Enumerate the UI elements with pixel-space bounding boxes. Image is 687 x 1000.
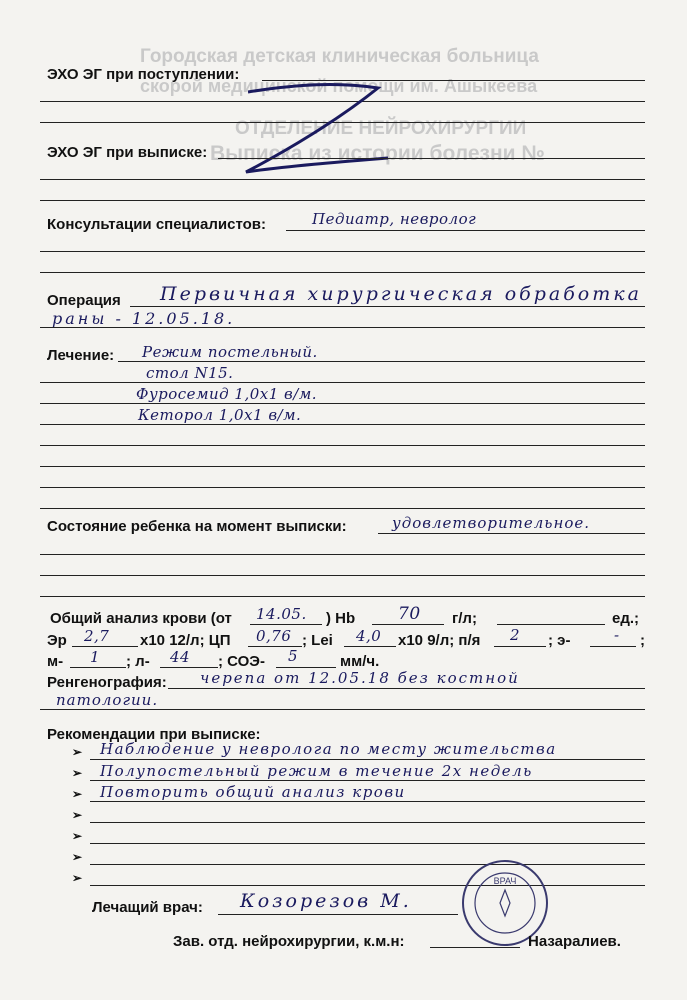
blood-soe-line — [276, 667, 336, 668]
recommendation-line-2 — [90, 780, 645, 781]
recommendation-bullet-1: ➢ — [72, 745, 83, 759]
recommendation-bullet-3: ➢ — [72, 787, 83, 801]
state-line — [378, 533, 645, 534]
blood-soe-value: 5 — [288, 647, 299, 665]
blood-date-line — [250, 624, 322, 625]
blood-end-semicolon: ; — [640, 632, 645, 649]
recommendation-line-3 — [90, 801, 645, 802]
operation-label: Операция — [47, 292, 121, 309]
treatment-rule-5 — [40, 445, 645, 446]
blood-ed-line — [497, 624, 605, 625]
recommendation-3: Повторить общий анализ крови — [100, 783, 406, 801]
state-line-3 — [40, 575, 645, 576]
strikethrough-scribble — [228, 80, 398, 180]
treatment-rule-3 — [40, 403, 645, 404]
blood-er-value: 2,7 — [84, 627, 110, 645]
recommendation-bullet-2: ➢ — [72, 766, 83, 780]
operation-line — [130, 306, 645, 307]
blood-hb-label: ) Hb — [326, 610, 356, 627]
blood-m-label: м- — [47, 653, 64, 670]
recommendation-line-7 — [90, 885, 645, 886]
echo-discharge-line-3 — [40, 200, 645, 201]
consult-value: Педиатр, невролог — [312, 210, 477, 228]
recommendation-2: Полупостельный режим в течение 2х недель — [100, 762, 533, 780]
blood-lei-line — [344, 646, 396, 647]
blood-lei-value: 4,0 — [356, 627, 382, 645]
recommendation-line-6 — [90, 864, 645, 865]
blood-soe-label: ; СОЭ- — [218, 653, 265, 670]
xray-label: Ренгенография: — [47, 674, 167, 691]
blood-ed-unit: ед.; — [612, 610, 640, 627]
recommendation-bullet-4: ➢ — [72, 808, 83, 822]
recommendation-1: Наблюдение у невролога по месту жительства — [100, 740, 557, 758]
ghost-text-1: Городская детская клиническая больница — [140, 46, 539, 67]
ghost-text-2: скорой медицинской помощи им. Ашыкеева — [140, 76, 538, 96]
stamp-text: ВРАЧ — [493, 876, 517, 886]
consult-line-3 — [40, 272, 645, 273]
xray-line-2 — [40, 709, 645, 710]
blood-l-line — [160, 667, 218, 668]
blood-er-label: Эр — [47, 632, 67, 649]
ghost-text-4: Выписка из истории болезни № — [210, 142, 545, 165]
state-line-4 — [40, 596, 645, 597]
blood-date: 14.05. — [256, 605, 307, 623]
blood-hb-line — [372, 624, 444, 625]
echo-discharge-label: ЭХО ЭГ при выписке: — [47, 144, 208, 161]
blood-e-line — [590, 646, 636, 647]
head-label: Зав. отд. нейрохирургии, к.м.н: — [173, 933, 405, 950]
xray-value-1: черепа от 12.05.18 без костной — [200, 669, 520, 687]
consult-line-2 — [40, 251, 645, 252]
blood-m-value: 1 — [90, 648, 101, 666]
recommendation-bullet-5: ➢ — [72, 829, 83, 843]
recommendation-line-5 — [90, 843, 645, 844]
recommendation-line-1 — [90, 759, 645, 760]
echo-discharge-line-2 — [40, 179, 645, 180]
treatment-label: Лечение: — [47, 347, 115, 364]
consult-line — [286, 230, 645, 231]
treatment-rule-7 — [40, 487, 645, 488]
blood-lei-label: ; Lei — [302, 632, 333, 649]
blood-er-unit: х10 12/л; ЦП — [140, 632, 231, 649]
head-sign-line — [430, 947, 520, 948]
xray-value-2: патологии. — [56, 691, 159, 709]
treatment-rule-4 — [40, 424, 645, 425]
treatment-rule-6 — [40, 466, 645, 467]
recommendation-line-4 — [90, 822, 645, 823]
operation-value-1: Первичная хирургическая обработка — [160, 283, 642, 305]
state-value: удовлетворительное. — [392, 514, 591, 532]
echo-admission-label: ЭХО ЭГ при поступлении: — [47, 66, 240, 83]
treatment-rule-2 — [40, 382, 645, 383]
consult-label: Консультации специалистов: — [47, 216, 266, 233]
recommendation-bullet-7: ➢ — [72, 871, 83, 885]
state-line-2 — [40, 554, 645, 555]
treatment-line-3: Фуросемид 1,0х1 в/м. — [136, 385, 318, 403]
blood-pya-line — [494, 646, 546, 647]
blood-e-label: ; э- — [548, 632, 571, 649]
treatment-rule-8 — [40, 508, 645, 509]
recommendations-label: Рекомендации при выписке: — [47, 726, 261, 743]
blood-soe-unit: мм/ч. — [340, 653, 380, 670]
blood-l-value: 44 — [170, 648, 191, 666]
echo-discharge-line — [218, 158, 645, 159]
treatment-line-2: стол N15. — [146, 364, 234, 382]
blood-label: Общий анализ крови (от — [50, 610, 232, 627]
recommendation-bullet-6: ➢ — [72, 850, 83, 864]
doctor-sign-line — [218, 914, 458, 915]
blood-cp-value: 0,76 — [256, 627, 292, 645]
blood-e-value: - — [614, 626, 620, 644]
blood-m-line — [70, 667, 126, 668]
blood-pya-value: 2 — [510, 626, 521, 644]
state-label: Состояние ребенка на момент выписки: — [47, 518, 347, 535]
xray-line — [168, 688, 645, 689]
blood-lei-unit: х10 9/л; п/я — [398, 632, 481, 649]
blood-gl-unit: г/л; — [452, 610, 477, 627]
treatment-line-1: Режим постельный. — [142, 343, 318, 361]
blood-l-label: ; л- — [126, 653, 150, 670]
operation-value-2: раны - 12.05.18. — [52, 309, 236, 328]
operation-line-2 — [40, 327, 645, 328]
blood-er-line — [72, 646, 138, 647]
head-name: Назаралиев. — [528, 933, 621, 950]
blood-hb-value: 70 — [398, 604, 421, 624]
ghost-text-3: ОТДЕЛЕНИЕ НЕЙРОХИРУРГИИ — [235, 118, 527, 139]
treatment-rule-1 — [118, 361, 645, 362]
treatment-line-4: Кеторол 1,0х1 в/м. — [138, 406, 302, 424]
doctor-signature: Козорезов М. — [240, 890, 412, 912]
doctor-label: Лечащий врач: — [92, 899, 203, 916]
